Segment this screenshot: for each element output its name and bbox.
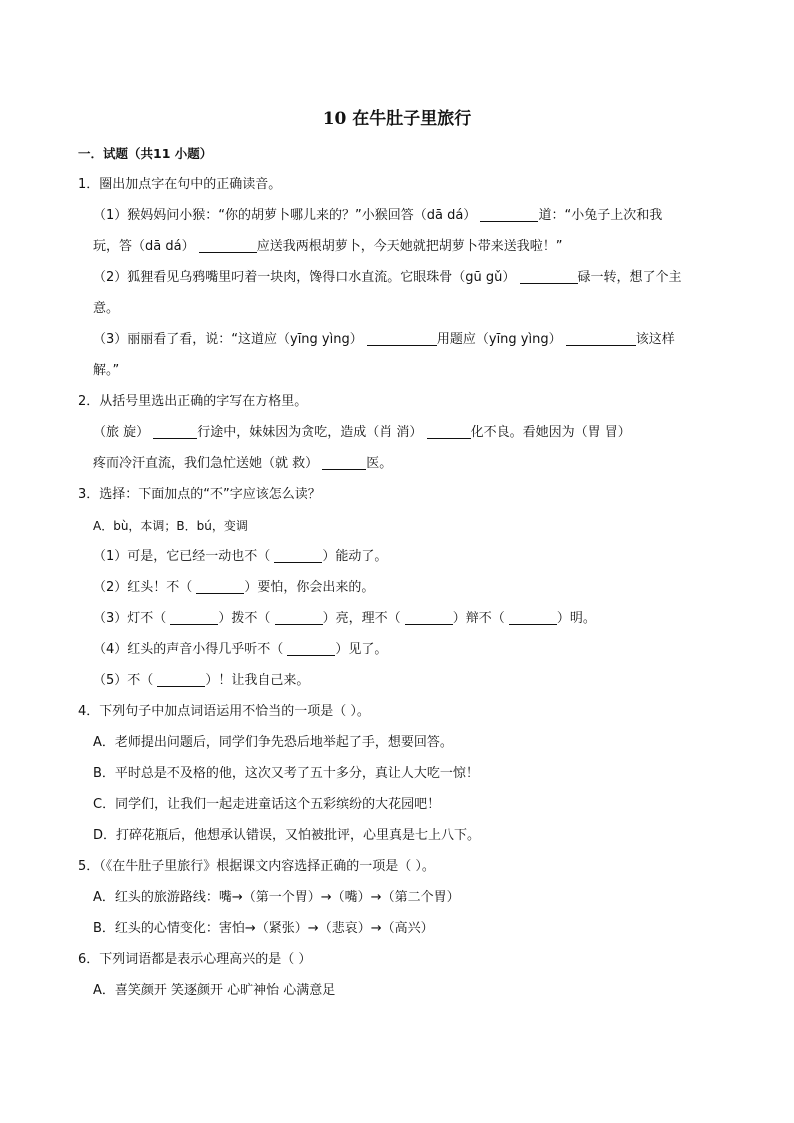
question-1-part-1-line-2 (93, 238, 562, 256)
section-heading: 一．试题（共11 小题） (78, 146, 213, 161)
answer-blank[interactable] (367, 331, 437, 346)
answer-blank[interactable] (287, 641, 335, 656)
question-1-part-3-line-1 (93, 331, 675, 349)
text-segment: ）明。 (556, 611, 596, 626)
question-3-options: A．bù，本调；B．bú，变调 (93, 519, 248, 533)
text-segment: （5）不（ (93, 673, 154, 688)
text-segment: （1）可是，它已经一动也不（ (93, 549, 271, 564)
text-segment: ）辩不（ (452, 611, 505, 626)
text-segment: 道：“小兔子上次和我 (538, 208, 663, 223)
question-3-item-4 (93, 641, 387, 659)
text-segment: （3）丽丽看了看，说：“这道应（yīng yìng） (93, 332, 363, 347)
question-4-option-d[interactable]: D．打碎花瓶后，他想承认错误，又怕被批评，心里真是七上八下。 (93, 828, 481, 843)
text-segment: 玩，答（dā dá） (93, 239, 195, 254)
answer-blank[interactable] (153, 424, 197, 439)
text-segment: （3）灯不（ (93, 611, 167, 626)
answer-blank[interactable] (520, 269, 578, 284)
answer-blank[interactable] (405, 610, 453, 625)
question-1-stem: 1．圈出加点字在句中的正确读音。 (78, 177, 282, 192)
answer-blank[interactable] (170, 610, 218, 625)
text-segment: ）拨不（ (218, 611, 271, 626)
text-segment: 化不良。看她因为（胃 冒） (470, 425, 631, 440)
text-segment: ）！让我自己来。 (205, 673, 310, 688)
answer-blank[interactable] (157, 672, 205, 687)
question-3-item-2 (93, 579, 374, 597)
question-4-stem: 4．下列句子中加点词语运用不恰当的一项是（ ）。 (78, 704, 370, 719)
question-1-part-2-line-2: 意。 (93, 301, 120, 316)
text-segment: 行途中，妹妹因为贪吃，造成（肖 消） (197, 425, 423, 440)
text-segment: ）能动了。 (322, 549, 388, 564)
text-segment: （2）狐狸看见乌鸦嘴里叼着一块肉，馋得口水直流。它眼珠骨（gū gǔ） (93, 270, 516, 285)
answer-blank[interactable] (480, 207, 538, 222)
text-segment: 用题应（yīng yìng） (436, 332, 562, 347)
question-3-item-5 (93, 672, 309, 690)
text-segment: 该这样 (635, 332, 675, 347)
question-1-part-3-line-2: 解。” (93, 363, 120, 378)
answer-blank[interactable] (509, 610, 557, 625)
question-5-stem: 5．（《在牛肚子里旅行》根据课文内容选择正确的一项是（ ）。 (78, 859, 435, 874)
page-title: 10 在牛肚子里旅行 (322, 109, 472, 129)
question-4-option-a[interactable]: A．老师提出问题后，同学们争先恐后地举起了手，想要回答。 (93, 735, 453, 750)
text-segment: 疼而冷汗直流，我们急忙送她（就 救） (93, 456, 319, 471)
text-segment: 医。 (366, 456, 393, 471)
question-2-stem: 2．从括号里选出正确的字写在方格里。 (78, 394, 308, 409)
question-5-option-a[interactable]: A．红头的旅游路线：嘴→（第一个胃）→（嘴）→（第二个胃） (93, 890, 460, 905)
text-segment: （2）红头！不（ (93, 580, 193, 595)
question-1-part-2-line-1 (93, 269, 682, 287)
question-3-item-3 (93, 610, 596, 628)
text-segment: （旅 旋） (93, 425, 150, 440)
text-segment: ）亮，理不（ (322, 611, 401, 626)
question-2-line-2 (93, 455, 392, 473)
text-segment: ）见了。 (335, 642, 388, 657)
answer-blank[interactable] (196, 579, 244, 594)
question-6-stem: 6．下列词语都是表示心理高兴的是（ ） (78, 952, 312, 967)
question-2-line-1 (93, 424, 631, 442)
question-1-part-1-line-1 (93, 207, 662, 225)
text-segment: （4）红头的声音小得几乎听不（ (93, 642, 284, 657)
question-3-stem: 3．选择：下面加点的“不”字应该怎么读？ (78, 487, 321, 502)
answer-blank[interactable] (322, 455, 366, 470)
answer-blank[interactable] (274, 548, 322, 563)
question-4-option-b[interactable]: B．平时总是不及格的他，这次又考了五十多分，真让人大吃一惊！ (93, 766, 479, 781)
question-3-item-1 (93, 548, 387, 566)
text-segment: 应送我两根胡萝卜，今天她就把胡萝卜带来送我啦！” (256, 239, 563, 254)
text-segment: 碌一转，想了个主 (577, 270, 682, 285)
answer-blank[interactable] (427, 424, 471, 439)
answer-blank[interactable] (566, 331, 636, 346)
answer-blank[interactable] (275, 610, 323, 625)
question-4-option-c[interactable]: C．同学们，让我们一起走进童话这个五彩缤纷的大花园吧！ (93, 797, 441, 812)
text-segment: ）要怕，你会出来的。 (244, 580, 375, 595)
question-5-option-b[interactable]: B．红头的心情变化：害怕→（紧张）→（悲哀）→（高兴） (93, 921, 434, 936)
question-6-option-a[interactable]: A．喜笑颜开 笑逐颜开 心旷神怡 心满意足 (93, 983, 336, 998)
text-segment: （1）猴妈妈问小猴：“你的胡萝卜哪儿来的？”小猴回答（dā dá） (93, 208, 477, 223)
answer-blank[interactable] (199, 238, 257, 253)
